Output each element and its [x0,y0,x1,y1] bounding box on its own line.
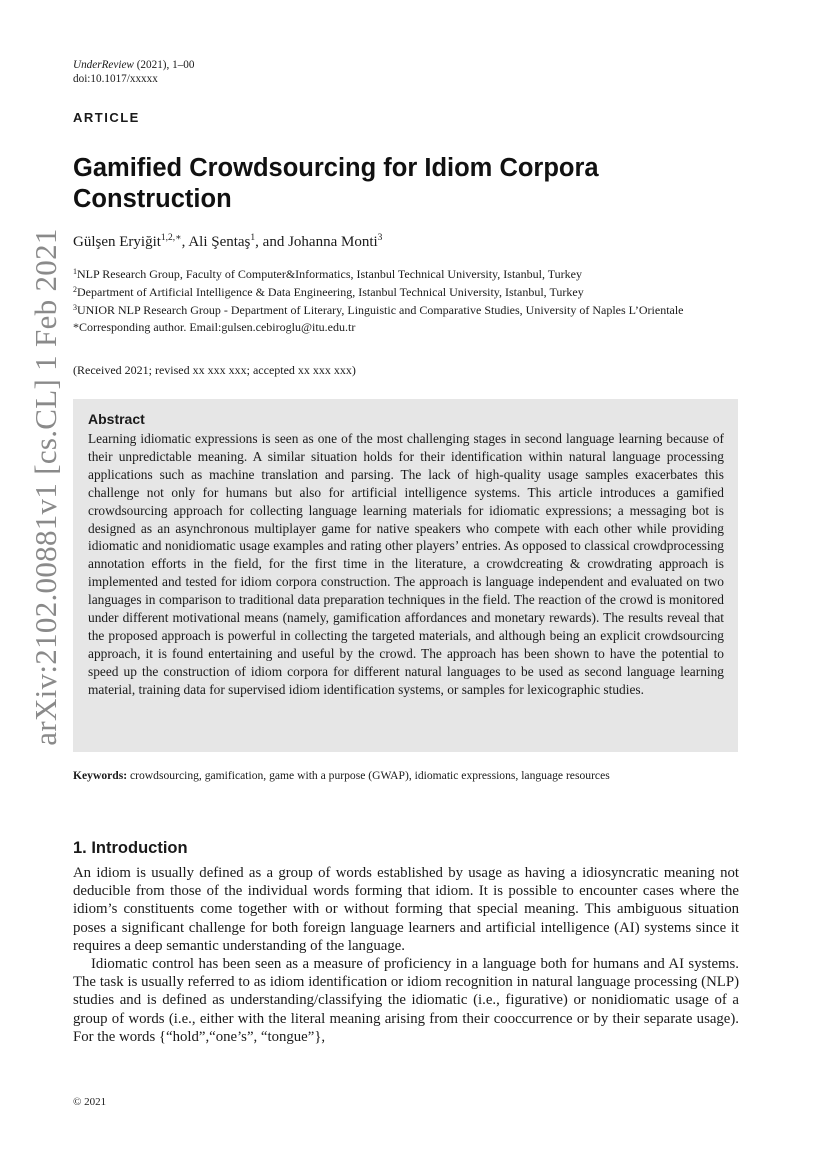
author-affiliation-marker: 1,2,∗ [160,233,182,243]
journal-year-pages: (2021), 1–00 [133,59,195,71]
abstract-text: Learning idiomatic expressions is seen as one of the most challenging stages in second language learning because of their unpredictable meaning. A similar situation holds for their identification within natural language processing applications such as machine translation and parsing. The lack of high-quality usage samples exacerbates this challenge not only for humans but also for artificial intelligence systems. This article introduces a gamified crowdsourcing approach for collecting language learning materials for idiomatic expressions; a messaging bot is designed as an asynchronous multiplayer game for native speakers who compete with each other while providing idiomatic and nonidiomatic usage examples and rating other players’ entries. As opposed to classical crowdprocessing annotation efforts in the field, for the first time in the literature, a crowdcreating & crowdrating approach is implemented and tested for idiom corpora construction. The approach is language independent and evaluated on two languages in comparison to traditional data preparation techniques in the field. The reaction of the crowd is monitored under different motivational means (namely, gamification affordances and monetary rewards). The results reveal that the proposed approach is powerful in collecting the targeted materials, and although being an explicit crowdsourcing approach, it is found entertaining and useful by the crowd. The approach has been shown to have the potential to speed up the construction of idiom corpora for different natural languages to be used as second language learning material, training data for supervised idiom identification systems, or samples for lexicographic studies. [88,431,724,697]
affiliation-number: 3 [73,303,77,313]
copyright-notice: © 2021 [73,1096,107,1108]
arxiv-side-identifier: arXiv:2102.00881v1 [cs.CL] 1 Feb 2021 [28,228,63,746]
affiliation-item [73,264,753,282]
doi: doi:10.1017/xxxxx [73,72,158,85]
affiliation-item [73,282,753,300]
affiliation-text: NLP Research Group, Faculty of Computer&Informatics, Istanbul Technical University, Istanbul, Turkey [77,267,582,281]
author-separator: , and [255,234,289,250]
affiliation-number: 2 [73,285,77,295]
author-name: Gülşen Eryiğit [73,234,161,250]
affiliation-item [73,300,753,318]
keywords [73,769,753,782]
journal-citation [73,59,194,73]
author-separator: , [181,234,189,250]
paper-title: Gamified Crowdsourcing for Idiom Corpora Construction [73,154,599,213]
introduction-paragraph: An idiom is usually defined as a group of words established by usage as having a idiosyncratic meaning not deducible from those of the individual words forming that idiom. It is possible to encounter cases where the idiom’s constituents come together with or without forming that special meaning. This ambiguous situation poses a significant challenge for both foreign language learners and artificial intelligence (AI) systems since it requires a deep semantic understanding of the language. [73,865,739,954]
received-dates: (Received 2021; revised xx xxx xxx; accepted xx xxx xxx) [73,363,356,377]
section-heading-introduction: 1. Introduction [73,839,188,857]
journal-header [73,59,194,86]
keywords-text: crowdsourcing, gamification, game with a purpose (GWAP), idiomatic expressions, language resources [127,769,610,782]
introduction-paragraph: Idiomatic control has been seen as a measure of proficiency in a language both for humans and AI systems. The task is usually referred to as idiom identification or idiom recognition in natural language processing (NLP) studies and is defined as understanding/classifying the idiomatic (i.e., figurative) or nonidiomatic usage of a group of words (i.e., either with the literal meaning arising from their cooccurrence or by their separate usage). For the words {“hold”,“one’s”, “tongue”}, [73,956,739,1045]
keywords-label: Keywords: [73,769,128,782]
affiliations [73,264,753,335]
affiliation-text: Department of Artificial Intelligence & Data Engineering, Istanbul Technical University, Istanbul, Turkey [77,285,584,300]
article-type-label: ARTICLE [73,110,140,125]
author-affiliation-marker: 1 [250,233,256,243]
affiliation-text: UNIOR NLP Research Group - Department of Literary, Linguistic and Comparative Studies, University of Naples L’Orientale [77,303,684,318]
author-list [73,232,382,251]
affiliation-number: 1 [73,267,77,276]
abstract-heading: Abstract [88,411,145,427]
author-affiliation-marker: 3 [377,233,383,243]
introduction-body [73,864,739,1046]
journal-name: UnderReview [73,59,134,71]
author-name: Ali Şentaş [188,234,251,250]
author-name: Johanna Monti [288,234,378,250]
corresponding-author: *Corresponding author. Email:gulsen.cebiroglu@itu.edu.tr [73,319,356,334]
